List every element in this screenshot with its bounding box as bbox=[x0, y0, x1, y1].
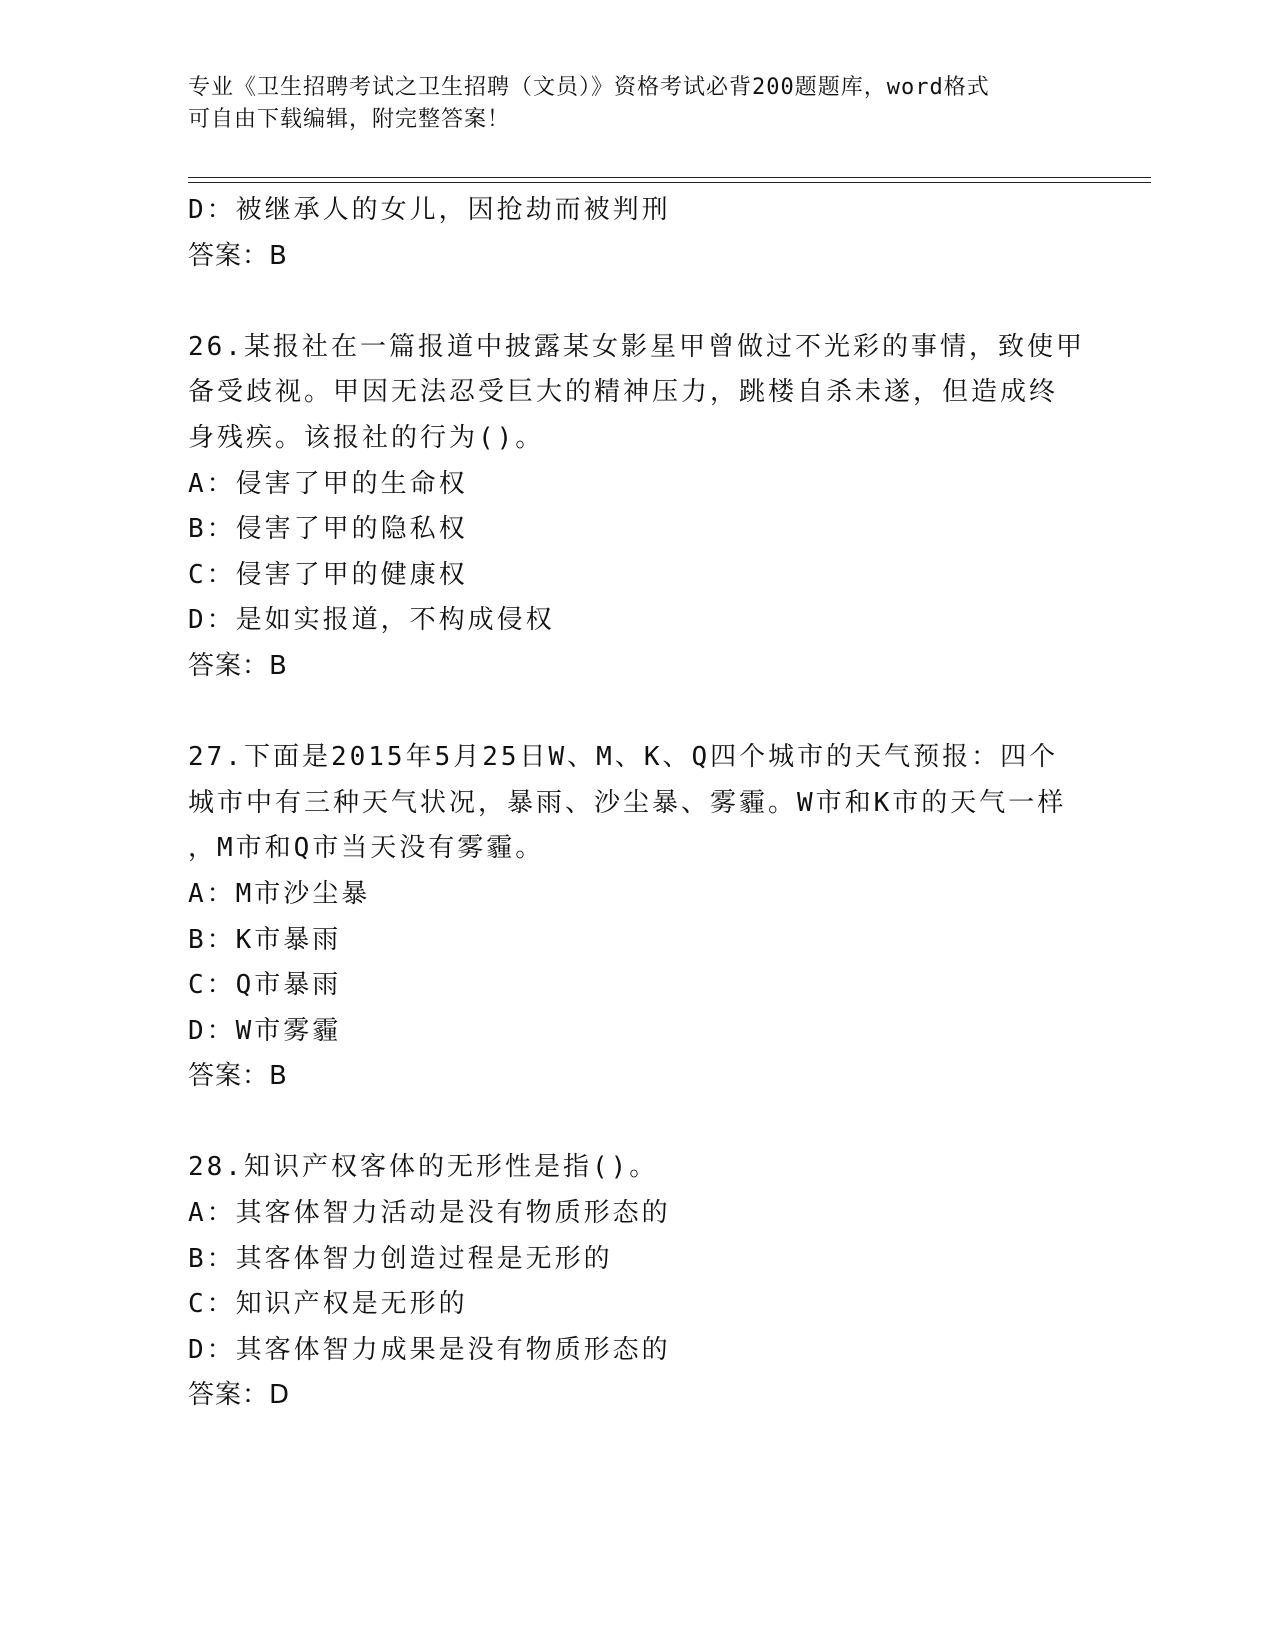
q27-option-a: A：M市沙尘暴 bbox=[188, 878, 371, 909]
q27-answer: 答案：B bbox=[188, 1061, 288, 1092]
q27-option-b: B：K市暴雨 bbox=[188, 924, 342, 955]
header-line-1: 专业《卫生招聘考试之卫生招聘（文员）》资格考试必背200题题库，word格式 bbox=[188, 75, 990, 100]
header-line-2: 可自由下载编辑，附完整答案！ bbox=[188, 107, 511, 132]
q28-option-d: D：其客体智力成果是没有物质形态的 bbox=[188, 1334, 671, 1365]
q25-option-d: D：被继承人的女儿，因抢劫而被判刑 bbox=[188, 195, 671, 225]
q27-option-d: D：W市雾霾 bbox=[188, 1015, 342, 1046]
q26-answer: 答案：B bbox=[188, 650, 288, 681]
q27-stem-line-3: ，M市和Q市当天没有雾霾。 bbox=[188, 833, 545, 864]
q28-option-b: B：其客体智力创造过程是无形的 bbox=[188, 1243, 613, 1274]
q28-option-c: C：知识产权是无形的 bbox=[188, 1289, 468, 1320]
q26-option-c: C：侵害了甲的健康权 bbox=[188, 559, 468, 590]
q26-stem-line-2: 备受歧视。甲因无法忍受巨大的精神压力，跳楼自杀未遂，但造成终 bbox=[188, 377, 1059, 408]
q26-option-a: A：侵害了甲的生命权 bbox=[188, 468, 468, 499]
spacer bbox=[188, 690, 1088, 736]
q27-option-c: C：Q市暴雨 bbox=[188, 970, 342, 1001]
q26-option-b: B：侵害了甲的隐私权 bbox=[188, 514, 468, 545]
q26-option-d: D：是如实报道，不构成侵权 bbox=[188, 605, 555, 636]
q25-answer: 答案：B bbox=[188, 240, 288, 271]
q28-answer: 答案：D bbox=[188, 1380, 291, 1411]
spacer bbox=[188, 279, 1088, 325]
spacer bbox=[188, 1100, 1088, 1146]
q26-stem-line-3: 身残疾。该报社的行为()。 bbox=[188, 422, 545, 453]
document-header bbox=[188, 72, 1088, 136]
q27-stem-line-1: 27.下面是2015年5月25日W、M、K、Q四个城市的天气预报：四个 bbox=[188, 742, 1059, 773]
question-27 bbox=[188, 735, 1088, 1100]
question-list bbox=[188, 188, 1088, 1419]
question-26 bbox=[188, 325, 1088, 690]
header-rule-top bbox=[188, 177, 1151, 178]
question-28 bbox=[188, 1145, 1088, 1419]
q26-stem-line-1: 26.某报社在一篇报道中披露某女影星甲曾做过不光彩的事情，致使甲 bbox=[188, 331, 1085, 362]
header-rule-bottom bbox=[188, 182, 1151, 183]
q28-option-a: A：其客体智力活动是没有物质形态的 bbox=[188, 1198, 671, 1229]
q28-stem-line-1: 28.知识产权客体的无形性是指()。 bbox=[188, 1152, 659, 1183]
question-25-tail bbox=[188, 188, 1088, 279]
q27-stem-line-2: 城市中有三种天气状况，暴雨、沙尘暴、雾霾。W市和K市的天气一样 bbox=[188, 787, 1067, 818]
